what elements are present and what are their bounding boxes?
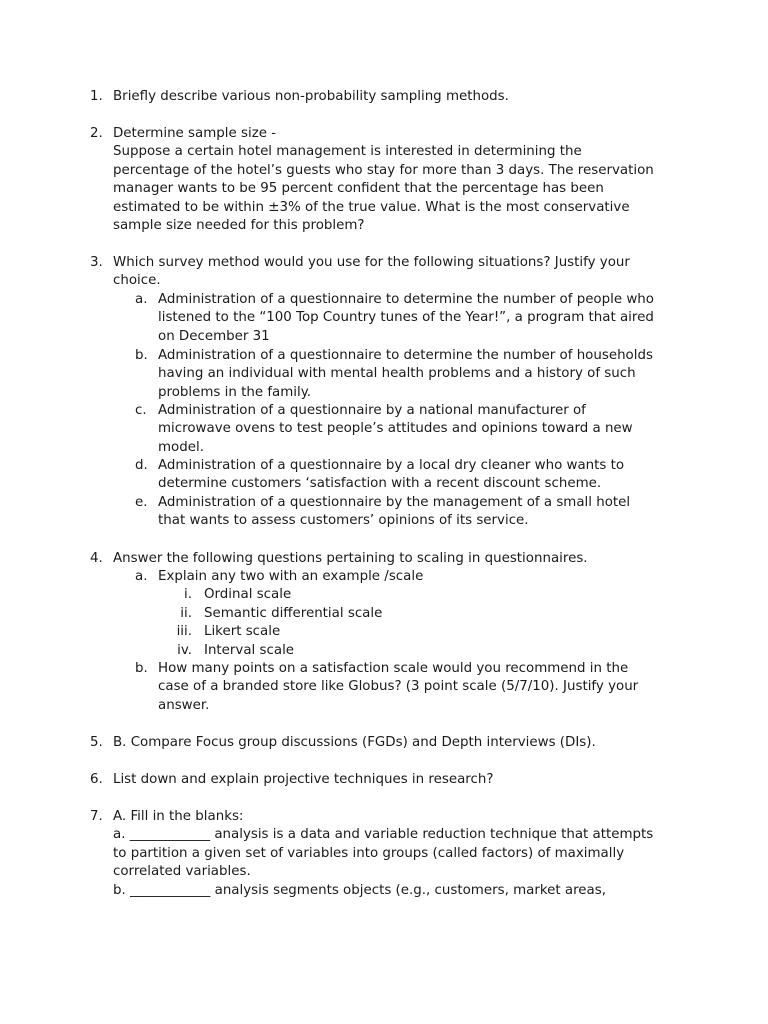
text-line: Explain any two with an example /scale — [158, 569, 424, 584]
text-line: determine customers ‘satisfaction with a recent discount scheme. — [158, 476, 602, 492]
text-line: How many points on a satisfaction scale would you recommend in the — [158, 661, 629, 676]
sub-item-text — [158, 568, 718, 586]
sub-item-label: b. — [135, 348, 148, 363]
text-line: A. Fill in the blanks: — [113, 809, 244, 824]
sub-item-label: d. — [135, 458, 148, 473]
sub-item-label: b. — [135, 661, 148, 676]
text-line: Administration of a questionnaire by a local dry cleaner who wants to — [158, 458, 625, 473]
text-line: to partition a given set of variables into groups (called factors) of maximally — [113, 845, 625, 861]
question-text — [113, 254, 713, 291]
text-line: manager wants to be 95 percent confident that the percentage has been — [113, 181, 604, 197]
question-text — [113, 808, 713, 900]
text-line: percentage of the hotel’s guests who stay for more than 3 days. The reservation — [113, 162, 654, 178]
question-number: 2. — [90, 126, 103, 141]
roman-text: Ordinal scale — [204, 587, 292, 602]
text-line: model. — [158, 439, 204, 455]
question-heading: Determine sample size - — [113, 126, 277, 141]
text-line: B. Compare Focus group discussions (FGDs) and Depth interviews (DIs). — [113, 735, 596, 750]
question-number: 5. — [90, 735, 103, 750]
sub-item-label: c. — [135, 403, 147, 418]
question-number: 4. — [90, 551, 103, 566]
roman-label: i. — [184, 587, 192, 602]
text-line: Which survey method would you use for the following situations? Justify your — [113, 255, 630, 270]
sub-item-text — [158, 347, 718, 402]
text-line: b. ____________ analysis segments objects (e.g., customers, market areas, — [113, 882, 606, 898]
text-line: correlated variables. — [113, 864, 251, 880]
question-number: 7. — [90, 809, 103, 824]
question-number: 3. — [90, 255, 103, 270]
text-line: listened to the “100 Top Country tunes of the Year!”, a program that aired — [158, 310, 654, 326]
question-text — [113, 771, 713, 789]
text-line: on December 31 — [158, 328, 270, 344]
sub-item-text — [158, 402, 718, 457]
roman-label: ii. — [180, 606, 192, 621]
question-number: 1. — [90, 89, 103, 104]
sub-item-text — [158, 660, 718, 715]
sub-item-text — [158, 291, 718, 346]
question-text — [113, 88, 713, 106]
text-line: Administration of a questionnaire to determine the number of people who — [158, 292, 654, 307]
text-line: estimated to be within ±3% of the true value. What is the most conservative — [113, 199, 630, 215]
roman-text: Semantic differential scale — [204, 606, 383, 621]
sub-item-label: a. — [135, 292, 148, 307]
text-line: sample size needed for this problem? — [113, 218, 365, 234]
text-line: Briefly describe various non-probability sampling methods. — [113, 89, 509, 104]
roman-label: iv. — [177, 643, 192, 658]
sub-item-text — [158, 457, 718, 494]
text-line: Administration of a questionnaire by a national manufacturer of — [158, 403, 586, 418]
sub-item-label: a. — [135, 569, 148, 584]
sub-item-text — [158, 494, 718, 531]
text-line: Administration of a questionnaire to determine the number of households — [158, 348, 653, 363]
text-line: microwave ovens to test people’s attitudes and opinions toward a new — [158, 421, 633, 437]
text-line: choice. — [113, 273, 161, 289]
text-line: Answer the following questions pertaining to scaling in questionnaires. — [113, 551, 588, 566]
text-line: a. ____________ analysis is a data and variable reduction technique that attempts — [113, 827, 654, 843]
question-text — [113, 125, 713, 235]
roman-text: Interval scale — [204, 643, 295, 658]
text-line: answer. — [158, 697, 210, 713]
question-text — [113, 550, 713, 568]
text-line: that wants to assess customers’ opinions of its service. — [158, 513, 529, 529]
sub-item-label: e. — [135, 495, 148, 510]
text-line: having an individual with mental health problems and a history of such — [158, 366, 636, 382]
text-line: problems in the family. — [158, 384, 312, 400]
text-line: case of a branded store like Globus? (3 point scale (5/7/10). Justify your — [158, 679, 639, 695]
text-line: Suppose a certain hotel management is interested in determining the — [113, 144, 582, 160]
text-line: List down and explain projective techniques in research? — [113, 772, 494, 787]
roman-text: Likert scale — [204, 624, 281, 639]
text-line: Administration of a questionnaire by the management of a small hotel — [158, 495, 631, 510]
question-number: 6. — [90, 772, 103, 787]
roman-label: iii. — [176, 624, 192, 639]
question-text — [113, 734, 713, 752]
